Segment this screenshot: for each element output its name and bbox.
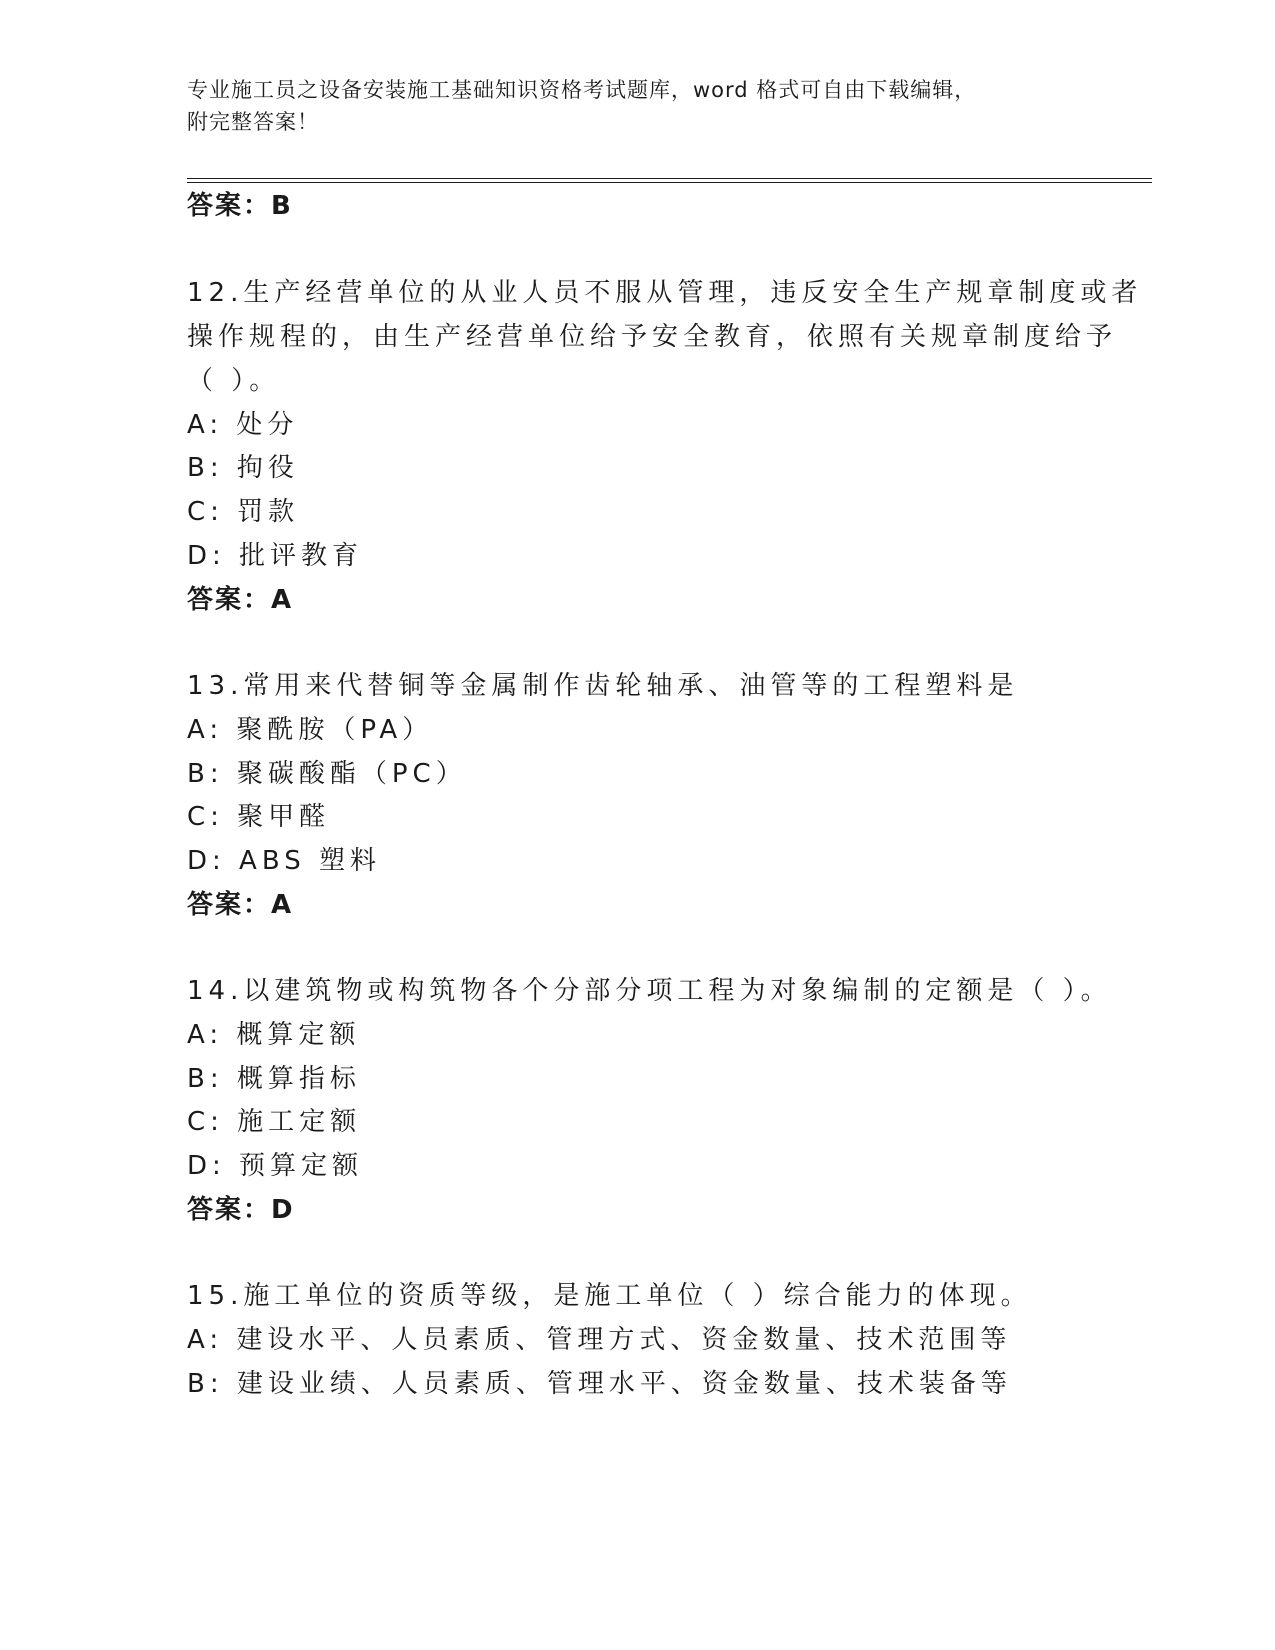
header-divider-bottom [187, 182, 1152, 183]
question-14-option-c: C: 施工定额 [187, 1107, 362, 1137]
question-14-option-a: A: 概算定额 [187, 1020, 361, 1050]
question-15-option-a: A: 建设水平、人员素质、管理方式、资金数量、技术范围等 [187, 1325, 1012, 1355]
previous-answer: 答案：B [187, 191, 293, 221]
question-13-option-a: A: 聚酰胺（PA） [187, 715, 434, 745]
question-12-stem-line-3: （ ）。 [187, 366, 281, 396]
question-13-option-b: B: 聚碳酸酯（PC） [187, 759, 467, 789]
question-14-stem-line-1: 14.以建筑物或构筑物各个分部分项工程为对象编制的定额是（ ）。 [187, 976, 1112, 1006]
header-line-1: 专业施工员之设备安装施工基础知识资格考试题库，word 格式可自由下载编辑， [187, 78, 977, 102]
question-15-stem-line-1: 15.施工单位的资质等级，是施工单位（ ）综合能力的体现。 [187, 1281, 1032, 1311]
question-12-option-c: C: 罚款 [187, 497, 300, 527]
question-13-answer: 答案：A [187, 890, 294, 920]
question-14-option-d: D: 预算定额 [187, 1151, 364, 1181]
question-14-answer: 答案：D [187, 1195, 295, 1225]
question-13-option-c: C: 聚甲醛 [187, 802, 331, 832]
question-12-option-a: A: 处分 [187, 410, 299, 440]
question-12-option-b: B: 拘役 [187, 453, 299, 483]
header-line-2: 附完整答案！ [187, 110, 319, 134]
question-12-stem-line-1: 12.生产经营单位的从业人员不服从管理，违反安全生产规章制度或者 [187, 278, 1143, 308]
page-header [187, 74, 1067, 138]
header-divider-top [187, 178, 1152, 179]
question-12-option-d: D: 批评教育 [187, 541, 364, 571]
question-14-option-b: B: 概算指标 [187, 1064, 361, 1094]
question-15-option-b: B: 建设业绩、人员素质、管理水平、资金数量、技术装备等 [187, 1369, 1012, 1399]
question-13-option-d: D: ABS 塑料 [187, 846, 381, 876]
question-12-stem-line-2: 操作规程的，由生产经营单位给予安全教育，依照有关规章制度给予 [187, 322, 1118, 352]
question-13-stem-line-1: 13.常用来代替铜等金属制作齿轮轴承、油管等的工程塑料是 [187, 671, 1019, 701]
question-12-answer: 答案：A [187, 585, 294, 615]
